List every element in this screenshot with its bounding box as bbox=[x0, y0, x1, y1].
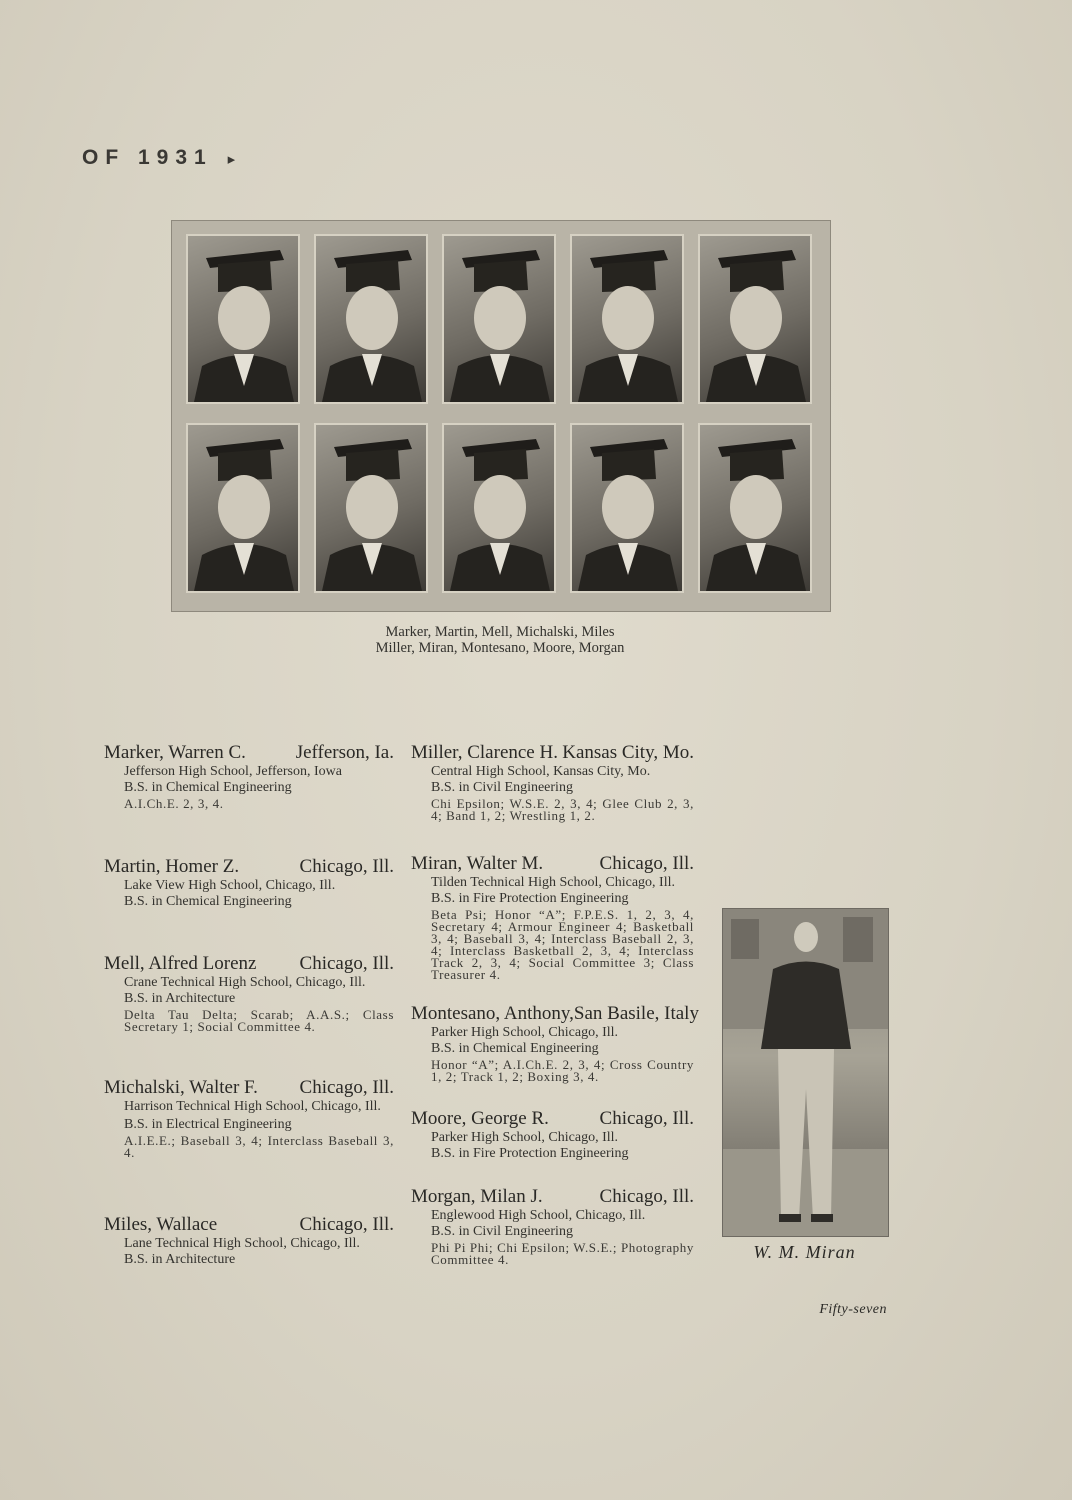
portrait-photo bbox=[570, 423, 684, 593]
caption-row-1: Marker, Martin, Mell, Michalski, Miles bbox=[385, 624, 615, 640]
entry-degree: B.S. in Architecture bbox=[124, 1252, 236, 1267]
entry-name: Morgan, Milan J. bbox=[411, 1186, 543, 1207]
entry-name: Miran, Walter M. bbox=[411, 853, 544, 874]
portrait-panel bbox=[171, 220, 831, 612]
entry-name: Mell, Alfred Lorenz bbox=[104, 953, 257, 974]
entry-city: Chicago, Ill. bbox=[299, 953, 394, 974]
entry-school: Lake View High School, Chicago, Ill. bbox=[124, 878, 336, 893]
portrait-photo bbox=[186, 423, 300, 593]
entry-miller bbox=[411, 742, 694, 822]
entry-activities: Delta Tau Delta; Scarab; A.A.S.; Class Secretary 1; Social Committee 4. bbox=[124, 1007, 394, 1034]
entry-school: Parker High School, Chicago, Ill. bbox=[431, 1025, 619, 1040]
entry-city: Chicago, Ill. bbox=[299, 856, 394, 877]
candid-photo bbox=[722, 908, 889, 1237]
entry-miran bbox=[411, 853, 694, 981]
entry-montesano bbox=[411, 1003, 699, 1084]
portrait-photo bbox=[314, 234, 428, 404]
entry-degree: B.S. in Fire Protection Engineering bbox=[431, 891, 629, 906]
candid-photo-caption: W. M. Miran bbox=[753, 1242, 856, 1262]
entry-city: Jefferson, Ia. bbox=[295, 742, 394, 763]
graduate-silhouette bbox=[316, 236, 426, 402]
portrait-photo bbox=[698, 234, 812, 404]
entry-degree: B.S. in Chemical Engineering bbox=[124, 894, 292, 909]
entry-school: Parker High School, Chicago, Ill. bbox=[431, 1130, 619, 1145]
portrait-photo bbox=[186, 234, 300, 404]
graduate-silhouette bbox=[572, 425, 682, 591]
entry-degree: B.S. in Fire Protection Engineering bbox=[431, 1146, 629, 1161]
entry-morgan bbox=[411, 1186, 694, 1266]
entry-activities: Beta Psi; Honor “A”; F.P.E.S. 1, 2, 3, 4, Secretary 4; Armour Engineer 4; Basketball 3, 4; Baseball 3, 4; Interclass Baseball 2, 3, 4; Interclass Basketball 2, 3, 4; Interclass Track 2, 3, 4; Social Committee 3; Class Treasurer 4. bbox=[431, 907, 694, 982]
entry-school: Englewood High School, Chicago, Ill. bbox=[431, 1208, 646, 1223]
entry-mell bbox=[104, 953, 394, 1033]
entry-city: Chicago, Ill. bbox=[299, 1077, 394, 1098]
entry-degree: B.S. in Civil Engineering bbox=[431, 1224, 573, 1239]
entry-name: Moore, George R. bbox=[411, 1108, 549, 1129]
portrait-caption bbox=[300, 624, 700, 656]
entry-city: Chicago, Ill. bbox=[599, 853, 694, 874]
graduate-silhouette bbox=[572, 236, 682, 402]
entry-city: Kansas City, Mo. bbox=[562, 742, 694, 763]
entry-name: Miles, Wallace bbox=[104, 1214, 218, 1235]
graduate-silhouette bbox=[444, 425, 554, 591]
entry-name: Martin, Homer Z. bbox=[104, 856, 240, 877]
entry-city: Chicago, Ill. bbox=[599, 1186, 694, 1207]
portrait-photo bbox=[442, 423, 556, 593]
entry-degree: B.S. in Chemical Engineering bbox=[124, 780, 292, 795]
graduate-silhouette bbox=[700, 236, 810, 402]
entry-city: Chicago, Ill. bbox=[299, 1214, 394, 1235]
portrait-photo bbox=[570, 234, 684, 404]
portrait-photo bbox=[698, 423, 812, 593]
entry-city: Chicago, Ill. bbox=[599, 1108, 694, 1129]
graduate-silhouette bbox=[188, 425, 298, 591]
graduate-silhouette bbox=[444, 236, 554, 402]
entry-moore bbox=[411, 1108, 694, 1161]
entry-martin bbox=[104, 856, 394, 909]
entry-activities: Phi Pi Phi; Chi Epsilon; W.S.E.; Photography Committee 4. bbox=[431, 1240, 694, 1267]
entry-school: Lane Technical High School, Chicago, Ill. bbox=[124, 1236, 360, 1251]
entry-degree: B.S. in Architecture bbox=[124, 991, 236, 1006]
entry-school: Crane Technical High School, Chicago, Ill. bbox=[124, 975, 366, 990]
entry-name: Miller, Clarence H. bbox=[411, 742, 558, 763]
entry-school: Jefferson High School, Jefferson, Iowa bbox=[124, 764, 342, 779]
entry-school: Harrison Technical High School, Chicago, Ill. bbox=[124, 1099, 381, 1114]
graduate-silhouette bbox=[700, 425, 810, 591]
entry-name: Michalski, Walter F. bbox=[104, 1077, 258, 1098]
entry-activities: A.I.Ch.E. 2, 3, 4. bbox=[124, 796, 224, 811]
entry-school: Central High School, Kansas City, Mo. bbox=[431, 764, 651, 779]
portrait-photo bbox=[442, 234, 556, 404]
entry-degree: B.S. in Chemical Engineering bbox=[431, 1041, 599, 1056]
entry-degree: B.S. in Civil Engineering bbox=[431, 780, 573, 795]
caption-row-2: Miller, Miran, Montesano, Moore, Morgan bbox=[375, 640, 625, 656]
running-head bbox=[82, 146, 235, 170]
entry-marker bbox=[104, 742, 394, 810]
page-number: Fifty-seven bbox=[819, 1302, 887, 1317]
running-head-text: OF 1931 bbox=[82, 146, 213, 169]
graduate-silhouette bbox=[188, 236, 298, 402]
portrait-photo bbox=[314, 423, 428, 593]
graduate-silhouette bbox=[316, 425, 426, 591]
entry-activities: A.I.E.E.; Baseball 3, 4; Interclass Baseball 3, 4. bbox=[124, 1133, 394, 1160]
entry-miles bbox=[104, 1214, 394, 1267]
entry-name: Marker, Warren C. bbox=[104, 742, 246, 763]
entry-michalski bbox=[104, 1077, 394, 1159]
entry-city: San Basile, Italy bbox=[573, 1003, 699, 1024]
entry-activities: Chi Epsilon; W.S.E. 2, 3, 4; Glee Club 2, 3, 4; Band 1, 2; Wrestling 1, 2. bbox=[431, 796, 694, 823]
entry-name: Montesano, Anthony, bbox=[411, 1003, 574, 1024]
entry-school: Tilden Technical High School, Chicago, Ill. bbox=[431, 875, 675, 890]
entry-activities: Honor “A”; A.I.Ch.E. 2, 3, 4; Cross Country 1, 2; Track 1, 2; Boxing 3, 4. bbox=[431, 1057, 694, 1084]
arrow-icon: ▸ bbox=[227, 151, 236, 168]
candid-photo-figure bbox=[723, 909, 888, 1236]
entry-degree: B.S. in Electrical Engineering bbox=[124, 1117, 292, 1132]
